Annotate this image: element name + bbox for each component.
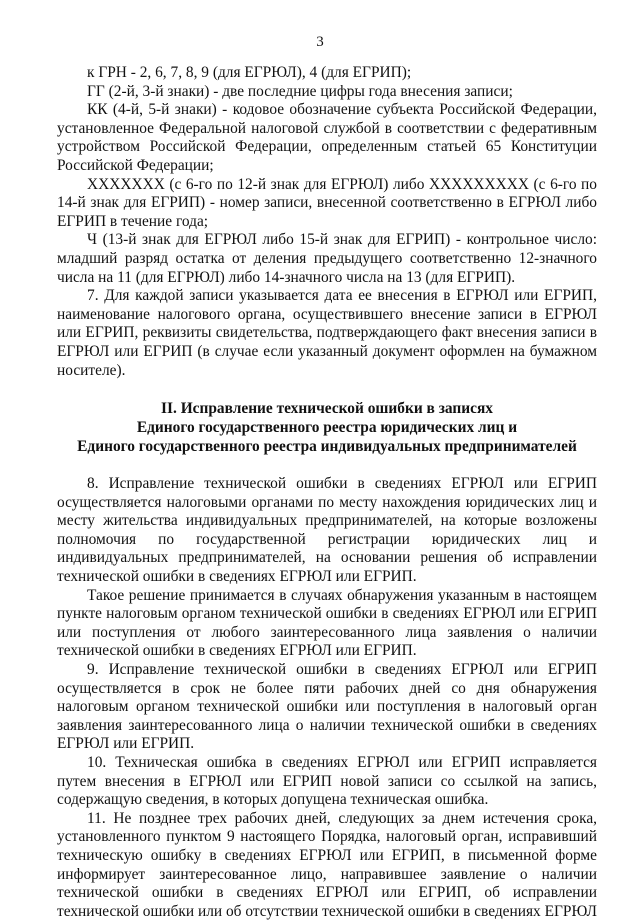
paragraph-kk: КК (4-й, 5-й знаки) - кодовое обозначение субъекта Российской Федерации, установленное Федеральной налоговой службой в соответствии с федеративным устройством Российской Федерации, определенным статьей 65 Конституции Российской Федерации;	[57, 101, 597, 174]
section-heading	[57, 399, 597, 456]
section-heading-line-2: Единого государственного реестра юридических лиц и	[136, 419, 518, 437]
paragraph-decision: Такое решение принимается в случаях обнаружения указанным в настоящем пункте налоговым органом технической ошибки в сведениях ЕГРЮЛ или ЕГРИП или поступления от любого заинтересованного лица заявления о наличии технической ошибки в сведениях ЕГРЮЛ или ЕГРИП.	[57, 586, 597, 660]
section-heading-line-3: Единого государственного реестра индивидуальных предпринимателей	[77, 438, 577, 456]
paragraph-record-number: ХХХХХХХ (с 6-го по 12-й знак для ЕГРЮЛ) либо ХХХХХХХХХ (с 6-го по 14-й знак для ЕГРИП) - номер записи, внесенной соответственно в ЕГРЮЛ либо ЕГРИП в течение года;	[57, 175, 597, 230]
paragraph-item-8: 8. Исправление технической ошибки в сведениях ЕГРЮЛ или ЕГРИП осуществляется налоговыми органами по месту нахождения юридических лиц и месту жительства индивидуальных предпринимателей, на которые возложены полномочия по государственной регистрации юридических лиц и индивидуальных предпринимателей, на основании решения об исправлении технической ошибки в сведениях ЕГРЮЛ или ЕГРИП.	[57, 475, 597, 586]
section-heading-line-1: II. Исправление технической ошибки в записях	[161, 400, 493, 418]
paragraph-gg: ГГ (2-й, 3-й знаки) - две последние цифры года внесения записи;	[87, 82, 513, 100]
paragraph-item-11: 11. Не позднее трех рабочих дней, следующих за днем истечения срока, установленного пунктом 9 настоящего Порядка, налоговый орган, исправивший техническую ошибку в сведениях ЕГРЮЛ или ЕГРИП, в письменной форме информирует заинтересованное лицо, направившее заявление о наличии технической ошибки в сведениях ЕГРЮЛ или ЕГРИП, об исправлении технической ошибки или об отсутствии технической ошибки в сведениях ЕГРЮЛ	[57, 809, 597, 920]
paragraph-item-7: 7. Для каждой записи указывается дата ее внесения в ЕГРЮЛ или ЕГРИП, наименование налогового органа, осуществившего внесение записи в ЕГРЮЛ или ЕГРИП, реквизиты свидетельства, подтверждающего факт внесения записи в ЕГРЮЛ или ЕГРИП (в случае если указанный документ оформлен на бумажном носителе).	[57, 287, 597, 379]
paragraph-grn-codes: к ГРН - 2, 6, 7, 8, 9 (для ЕГРЮЛ), 4 (для ЕГРИП);	[87, 64, 412, 81]
paragraph-item-10: 10. Техническая ошибка в сведениях ЕГРЮЛ или ЕГРИП исправляется путем внесения в ЕГРЮЛ или ЕГРИП новой записи со ссылкой на запись, содержащую сведения, в которых допущена техническая ошибка.	[57, 754, 597, 809]
paragraph-item-9: 9. Исправление технической ошибки в сведениях ЕГРЮЛ или ЕГРИП осуществляется в срок не более пяти рабочих дней со дня обнаружения налоговым органом технической ошибки или поступления в налоговый орган заявления заинтересованного лица о наличии технической ошибки в сведениях ЕГРЮЛ или ЕГРИП.	[57, 661, 597, 753]
document-body	[57, 64, 597, 921]
page-number: 3	[316, 34, 324, 50]
paragraph-check-digit: Ч (13-й знак для ЕГРЮЛ либо 15-й знак для ЕГРИП) - контрольное число: младший разряд остатка от деления предыдущего соответственно 12-значного числа на 11 (для ЕГРЮЛ) либо 14-значного числа на 13 (для ЕГРИП).	[57, 231, 597, 286]
